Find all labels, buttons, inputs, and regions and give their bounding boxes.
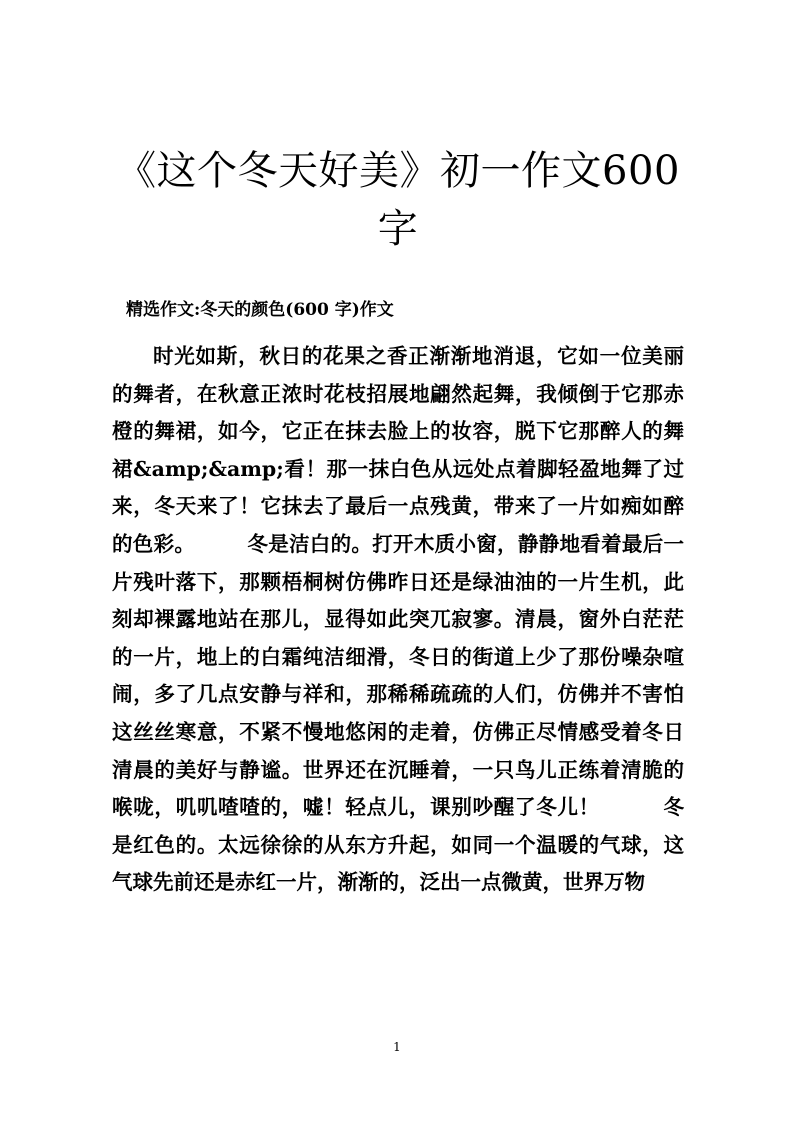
page-number: 1 bbox=[393, 1040, 401, 1054]
page-title: 《这个冬天好美》初一作文600字 bbox=[116, 148, 680, 252]
document-content bbox=[112, 0, 684, 902]
body-paragraph: 时光如斯，秋日的花果之香正渐渐地消退，它如一位美丽的舞者，在秋意正浓时花枝招展地翩然起舞，我倾倒于它那赤橙的舞裙，如今，它正在抹去脸上的妆容，脱下它那醉人的舞裙&amp;&amp;看！那一抹白色从远处点着脚轻盈地舞了过来，冬天来了！它抹去了最后一点残黄，带来了一片如痴如醉的色彩。 冬是洁白的。打开木质小窗，静静地看着最后一片残叶落下，那颗梧桐树仿佛昨日还是绿油油的一片生机，此刻却裸露地站在那儿，显得如此突兀寂寥。清晨，窗外白茫茫的一片，地上的白霜纯洁细滑，冬日的街道上少了那份噪杂喧闹，多了几点安静与祥和，那稀稀疏疏的人们，仿佛并不害怕这丝丝寒意，不紧不慢地悠闲的走着，仿佛正尽情感受着冬日清晨的美好与静谧。世界还在沉睡着，一只鸟儿正练着清脆的喉咙，叽叽喳喳的，嘘！轻点儿，课别吵醒了冬儿！ 冬是红色的。太远徐徐的从东方升起，如同一个温暖的气球，这气球先前还是赤红一片，渐渐的，泛出一点微黄，世界万物 bbox=[112, 344, 684, 895]
document-subtitle: 精选作文:冬天的颜色(600 字)作文 bbox=[126, 300, 394, 320]
